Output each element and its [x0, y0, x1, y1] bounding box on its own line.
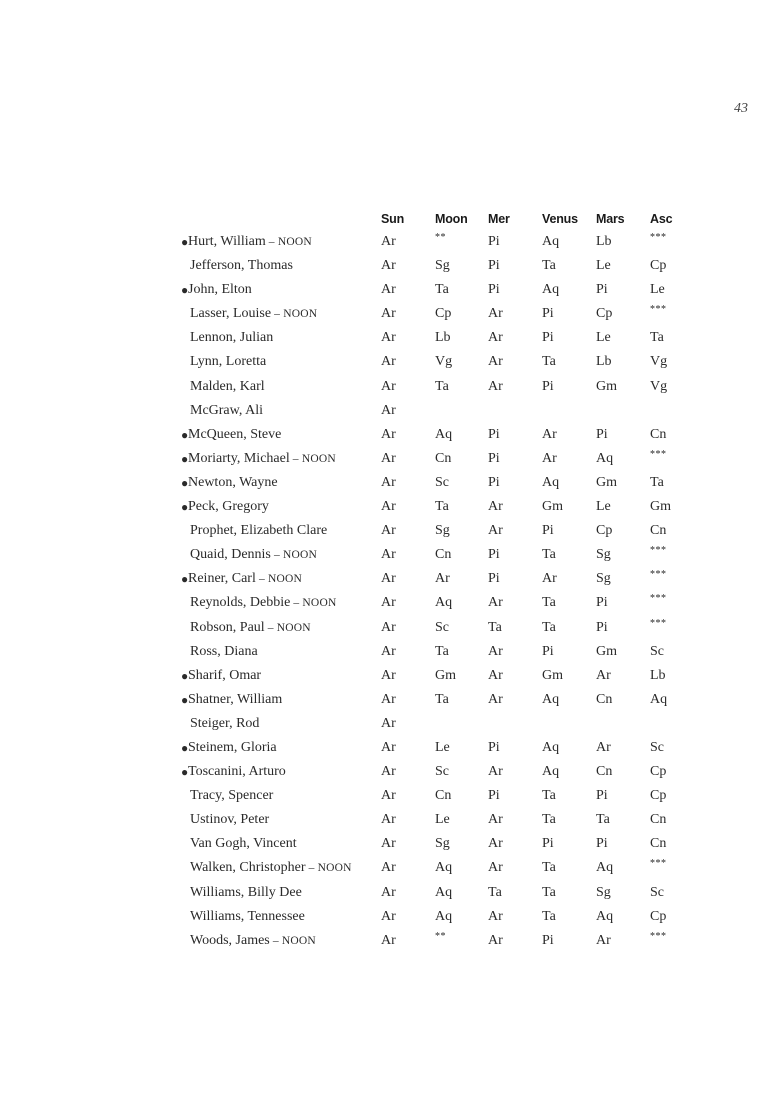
- person-name-cell: [190, 547, 317, 563]
- bullet-icon: ●: [181, 427, 189, 442]
- cell-sun: Ar: [381, 691, 396, 707]
- person-name: Reynolds, Debbie: [190, 595, 291, 611]
- cell-mer: Pi: [488, 547, 500, 563]
- bullet-icon: ●: [181, 235, 189, 249]
- person-name-cell: [188, 692, 282, 708]
- noon-note: – NOON: [264, 621, 311, 634]
- person-name: Peck, Gregory: [188, 499, 269, 515]
- table-row: [0, 666, 780, 690]
- cell-sun: Ar: [381, 788, 396, 804]
- cell-mars: Gm: [596, 378, 617, 394]
- cell-asc: Ta: [650, 474, 664, 490]
- cell-venus: Ta: [542, 884, 556, 900]
- table-row: [0, 786, 780, 810]
- noon-note: – NOON: [255, 573, 302, 586]
- cell-asc: Cn: [650, 426, 667, 442]
- person-name: Newton, Wayne: [188, 474, 278, 490]
- person-name: Quaid, Dennis: [190, 547, 271, 563]
- table-row: [0, 280, 780, 304]
- column-header-moon: Moon: [435, 212, 468, 226]
- person-name: McGraw, Ali: [190, 402, 263, 418]
- cell-asc: Aq: [650, 691, 668, 707]
- person-name-cell: [190, 354, 266, 370]
- cell-moon: Cn: [435, 450, 452, 466]
- person-name-cell: [190, 306, 317, 322]
- table-row: [0, 883, 780, 907]
- person-name-cell: [188, 427, 281, 443]
- column-header-mars: Mars: [596, 212, 625, 226]
- cell-sun: Ar: [381, 932, 396, 948]
- cell-moon: Ar: [435, 571, 450, 587]
- cell-mars: Pi: [596, 595, 608, 611]
- cell-sun: Ar: [381, 739, 396, 755]
- table-row: [0, 931, 780, 955]
- table-header: [0, 212, 780, 230]
- person-name-cell: [188, 764, 286, 780]
- person-name-cell: [190, 812, 269, 828]
- table-row: [0, 593, 780, 617]
- person-name: Robson, Paul: [190, 619, 265, 635]
- cell-sun: Ar: [381, 715, 396, 731]
- cell-venus: Gm: [542, 667, 563, 683]
- cell-sun: Ar: [381, 884, 396, 900]
- cell-asc: Vg: [650, 378, 668, 394]
- cell-sun: Ar: [381, 595, 396, 611]
- cell-moon: Cp: [435, 306, 452, 322]
- cell-venus: Ta: [542, 595, 556, 611]
- cell-mer: Pi: [488, 282, 500, 298]
- cell-mars: Cp: [596, 523, 613, 539]
- cell-asc: ***: [650, 858, 667, 870]
- cell-asc: Cn: [650, 836, 667, 852]
- cell-asc: ***: [650, 617, 667, 629]
- cell-asc: ***: [650, 232, 667, 243]
- cell-asc: Le: [650, 282, 665, 298]
- person-name-cell: [190, 644, 258, 660]
- cell-venus: Pi: [542, 306, 554, 322]
- cell-mars: Pi: [596, 282, 608, 298]
- cell-venus: Pi: [542, 330, 554, 346]
- cell-venus: Ta: [542, 908, 556, 924]
- table-row: [0, 810, 780, 834]
- person-name: Lennon, Julian: [190, 330, 274, 346]
- cell-mars: Ar: [596, 739, 611, 755]
- cell-venus: Aq: [542, 739, 560, 755]
- cell-venus: Ta: [542, 619, 556, 635]
- cell-mer: Ar: [488, 812, 503, 828]
- cell-moon: Aq: [435, 908, 453, 924]
- cell-mars: Cp: [596, 306, 613, 322]
- cell-asc: Cn: [650, 812, 667, 828]
- cell-moon: Sg: [435, 836, 450, 852]
- cell-moon: Gm: [435, 667, 456, 683]
- person-name-cell: [190, 836, 297, 852]
- cell-venus: Aq: [542, 691, 560, 707]
- cell-mars: Pi: [596, 426, 608, 442]
- table-row: [0, 545, 780, 569]
- person-name-cell: [190, 330, 273, 346]
- cell-moon: Lb: [435, 330, 451, 346]
- noon-note: – NOON: [305, 862, 352, 875]
- person-name-cell: [188, 499, 269, 515]
- bullet-icon: ●: [181, 283, 189, 298]
- table-row: [0, 762, 780, 786]
- person-name: McQueen, Steve: [188, 426, 282, 442]
- person-name-cell: [190, 523, 327, 539]
- person-name: Shatner, William: [188, 691, 283, 707]
- cell-mer: Ar: [488, 595, 503, 611]
- person-name-cell: [190, 403, 263, 419]
- cell-mars: Sg: [596, 547, 611, 563]
- table-body: [0, 232, 780, 955]
- cell-mer: Pi: [488, 258, 500, 274]
- cell-sun: Ar: [381, 499, 396, 515]
- noon-note: – NOON: [289, 452, 336, 465]
- cell-moon: Ta: [435, 499, 449, 515]
- table-row: [0, 425, 780, 449]
- cell-asc: ***: [650, 448, 667, 460]
- cell-asc: Cp: [650, 764, 667, 780]
- cell-moon: Cn: [435, 788, 452, 804]
- cell-moon: Sc: [435, 764, 449, 780]
- cell-mars: Pi: [596, 619, 608, 635]
- cell-venus: Pi: [542, 378, 554, 394]
- person-name: Prophet, Elizabeth Clare: [190, 523, 328, 539]
- person-name: Williams, Tennessee: [190, 908, 305, 924]
- table-row: [0, 690, 780, 714]
- person-name-cell: [190, 620, 311, 636]
- table-row: [0, 328, 780, 352]
- cell-mars: Le: [596, 258, 611, 274]
- person-name: Jefferson, Thomas: [190, 258, 293, 274]
- cell-sun: Ar: [381, 450, 396, 466]
- cell-mars: Le: [596, 499, 611, 515]
- cell-mer: Ar: [488, 306, 503, 322]
- cell-asc: Sc: [650, 739, 664, 755]
- cell-sun: Ar: [381, 764, 396, 780]
- cell-mars: Cn: [596, 764, 613, 780]
- cell-mer: Ar: [488, 908, 503, 924]
- table-row: [0, 618, 780, 642]
- cell-asc: ***: [650, 545, 667, 557]
- bullet-icon: ●: [181, 765, 189, 780]
- table-row: [0, 569, 780, 593]
- cell-mars: Gm: [596, 474, 617, 490]
- cell-moon: Le: [435, 812, 450, 828]
- cell-mer: Ar: [488, 354, 503, 370]
- table-row: [0, 497, 780, 521]
- cell-mars: Pi: [596, 788, 608, 804]
- cell-moon: Ta: [435, 643, 449, 659]
- cell-sun: Ar: [381, 354, 396, 370]
- person-name: Steinem, Gloria: [188, 739, 277, 755]
- column-header-venus: Venus: [542, 212, 578, 226]
- cell-venus: Pi: [542, 836, 554, 852]
- cell-asc: Lb: [650, 667, 666, 683]
- noon-note: – NOON: [265, 236, 312, 248]
- cell-mer: Ar: [488, 764, 503, 780]
- cell-venus: Aq: [542, 474, 560, 490]
- cell-venus: Ta: [542, 258, 556, 274]
- noon-note: – NOON: [271, 308, 318, 321]
- cell-mars: Sg: [596, 571, 611, 587]
- cell-mer: Pi: [488, 571, 500, 587]
- cell-mer: Pi: [488, 788, 500, 804]
- cell-sun: Ar: [381, 547, 396, 563]
- cell-asc: Sc: [650, 643, 664, 659]
- cell-venus: Gm: [542, 499, 563, 515]
- cell-sun: Ar: [381, 378, 396, 394]
- cell-moon: Sc: [435, 619, 449, 635]
- cell-asc: Gm: [650, 499, 671, 515]
- noon-note: – NOON: [290, 597, 337, 610]
- person-name: Tracy, Spencer: [190, 788, 274, 804]
- cell-mars: Aq: [596, 450, 614, 466]
- cell-asc: ***: [650, 930, 667, 942]
- table-row: [0, 521, 780, 545]
- cell-mer: Pi: [488, 450, 500, 466]
- cell-mars: Aq: [596, 860, 614, 876]
- cell-sun: Ar: [381, 619, 396, 635]
- cell-moon: Aq: [435, 884, 453, 900]
- cell-mars: Lb: [596, 354, 612, 370]
- cell-mer: Ar: [488, 836, 503, 852]
- bullet-icon: ●: [181, 668, 189, 683]
- cell-asc: Cn: [650, 523, 667, 539]
- cell-sun: Ar: [381, 426, 396, 442]
- cell-moon: Vg: [435, 354, 453, 370]
- cell-mars: Lb: [596, 234, 612, 249]
- cell-venus: Aq: [542, 234, 560, 249]
- table-row: [0, 473, 780, 497]
- cell-mars: Ta: [596, 812, 610, 828]
- person-name: Williams, Billy Dee: [190, 884, 302, 900]
- cell-moon: Ta: [435, 691, 449, 707]
- person-name-cell: [190, 885, 302, 901]
- cell-asc: Sc: [650, 884, 664, 900]
- cell-mer: Ar: [488, 643, 503, 659]
- cell-sun: Ar: [381, 812, 396, 828]
- cell-asc: ***: [650, 593, 667, 605]
- cell-sun: Ar: [381, 402, 396, 418]
- cell-moon: Ta: [435, 282, 449, 298]
- cell-sun: Ar: [381, 643, 396, 659]
- bullet-icon: ●: [181, 475, 189, 490]
- cell-mer: Pi: [488, 739, 500, 755]
- cell-venus: Aq: [542, 282, 560, 298]
- cell-sun: Ar: [381, 306, 396, 322]
- table-row: [0, 834, 780, 858]
- cell-mer: Ar: [488, 378, 503, 394]
- person-name-cell: [190, 909, 305, 925]
- cell-venus: Ar: [542, 571, 557, 587]
- cell-venus: Ta: [542, 788, 556, 804]
- cell-venus: Ta: [542, 860, 556, 876]
- column-header-sun: Sun: [381, 212, 405, 226]
- cell-mars: Ar: [596, 932, 611, 948]
- bullet-icon: ●: [181, 692, 189, 707]
- cell-venus: Pi: [542, 523, 554, 539]
- person-name: Walken, Christopher: [190, 860, 306, 876]
- table-row: [0, 256, 780, 280]
- page-number: 43: [734, 101, 748, 116]
- cell-moon: **: [435, 232, 446, 243]
- person-name-cell: [188, 740, 277, 756]
- person-name: Ustinov, Peter: [190, 812, 270, 828]
- cell-venus: Aq: [542, 764, 560, 780]
- cell-mer: Ar: [488, 691, 503, 707]
- person-name: Moriarty, Michael: [188, 450, 290, 466]
- cell-sun: Ar: [381, 836, 396, 852]
- cell-asc: ***: [650, 569, 667, 581]
- cell-moon: Le: [435, 739, 450, 755]
- cell-asc: Ta: [650, 330, 664, 346]
- cell-sun: Ar: [381, 571, 396, 587]
- bullet-icon: ●: [181, 500, 189, 515]
- noon-note: – NOON: [270, 549, 318, 562]
- table-row: [0, 352, 780, 376]
- person-name-cell: [190, 379, 265, 395]
- person-name-cell: [190, 860, 352, 876]
- person-name-cell: [188, 668, 261, 684]
- cell-venus: Ta: [542, 354, 556, 370]
- person-name-cell: [190, 595, 336, 611]
- table-row: [0, 907, 780, 931]
- table-row: [0, 304, 780, 328]
- cell-venus: Pi: [542, 643, 554, 659]
- table-row: [0, 858, 780, 882]
- person-name-cell: [190, 258, 293, 274]
- cell-moon: Cn: [435, 547, 452, 563]
- cell-mer: Pi: [488, 426, 500, 442]
- cell-mars: Aq: [596, 908, 614, 924]
- cell-sun: Ar: [381, 330, 396, 346]
- cell-asc: ***: [650, 304, 667, 316]
- table-row: [0, 642, 780, 666]
- column-header-asc: Asc: [650, 212, 673, 226]
- person-name-cell: [188, 234, 312, 250]
- person-name: Malden, Karl: [190, 378, 265, 394]
- bullet-icon: ●: [181, 740, 189, 755]
- cell-venus: Pi: [542, 932, 554, 948]
- cell-mer: Ta: [488, 884, 502, 900]
- cell-sun: Ar: [381, 523, 396, 539]
- cell-moon: Aq: [435, 426, 453, 442]
- person-name: Lynn, Loretta: [190, 354, 267, 370]
- cell-venus: Ta: [542, 547, 556, 563]
- person-name: Ross, Diana: [190, 643, 258, 659]
- cell-asc: Cp: [650, 908, 667, 924]
- cell-mer: Ar: [488, 499, 503, 515]
- table-row: [0, 738, 780, 762]
- table-row: [0, 449, 780, 473]
- cell-moon: Aq: [435, 860, 453, 876]
- table-row: [0, 401, 780, 425]
- bullet-icon: ●: [181, 572, 189, 587]
- cell-mer: Ar: [488, 330, 503, 346]
- person-name: Hurt, William: [188, 234, 266, 249]
- cell-asc: Vg: [650, 354, 668, 370]
- person-name-cell: [188, 571, 302, 587]
- cell-moon: Sg: [435, 523, 450, 539]
- table-row: [0, 377, 780, 401]
- person-name: John, Elton: [188, 282, 252, 298]
- person-name-cell: [190, 716, 259, 732]
- person-name: Reiner, Carl: [188, 571, 256, 587]
- cell-mer: Ar: [488, 667, 503, 683]
- cell-mars: Le: [596, 330, 611, 346]
- cell-sun: Ar: [381, 234, 396, 249]
- person-name: Toscanini, Arturo: [188, 764, 286, 780]
- cell-moon: Aq: [435, 595, 453, 611]
- cell-sun: Ar: [381, 908, 396, 924]
- cell-mer: Ar: [488, 860, 503, 876]
- cell-venus: Ar: [542, 426, 557, 442]
- cell-moon: Ta: [435, 378, 449, 394]
- person-name-cell: [190, 788, 273, 804]
- cell-mars: Pi: [596, 836, 608, 852]
- cell-mars: Cn: [596, 691, 613, 707]
- person-name-cell: [188, 451, 336, 467]
- person-name: Sharif, Omar: [188, 667, 262, 683]
- person-name: Woods, James: [190, 932, 270, 948]
- person-name-cell: [188, 475, 278, 491]
- cell-sun: Ar: [381, 667, 396, 683]
- table-row: [0, 714, 780, 738]
- cell-moon: Sc: [435, 474, 449, 490]
- cell-mars: Ar: [596, 667, 611, 683]
- column-header-mer: Mer: [488, 212, 510, 226]
- noon-note: – NOON: [269, 934, 316, 947]
- cell-sun: Ar: [381, 474, 396, 490]
- cell-mer: Pi: [488, 474, 500, 490]
- cell-asc: Cp: [650, 788, 667, 804]
- cell-mars: Sg: [596, 884, 611, 900]
- cell-venus: Ta: [542, 812, 556, 828]
- cell-mer: Pi: [488, 234, 500, 249]
- cell-mer: Ar: [488, 932, 503, 948]
- table-row: [0, 232, 780, 256]
- cell-mer: Ta: [488, 619, 502, 635]
- person-name-cell: [190, 933, 316, 949]
- person-name: Van Gogh, Vincent: [190, 836, 297, 852]
- cell-moon: Sg: [435, 258, 450, 274]
- cell-moon: **: [435, 930, 446, 942]
- cell-venus: Ar: [542, 450, 557, 466]
- cell-mars: Gm: [596, 643, 617, 659]
- person-name: Lasser, Louise: [190, 306, 272, 322]
- cell-asc: Cp: [650, 258, 667, 274]
- person-name-cell: [188, 282, 252, 298]
- cell-sun: Ar: [381, 258, 396, 274]
- cell-sun: Ar: [381, 282, 396, 298]
- bullet-icon: ●: [181, 451, 189, 466]
- person-name: Steiger, Rod: [190, 715, 260, 731]
- cell-sun: Ar: [381, 860, 396, 876]
- cell-mer: Ar: [488, 523, 503, 539]
